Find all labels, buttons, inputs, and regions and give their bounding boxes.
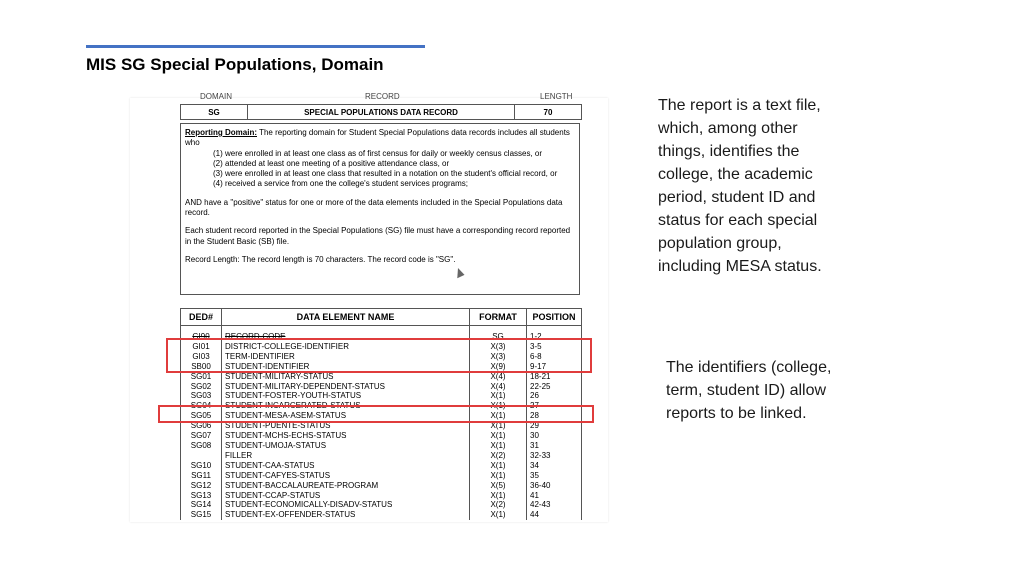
record-length-cell: 70 <box>515 105 582 120</box>
ded-cell: SG13 <box>181 491 222 501</box>
element-name-cell: STUDENT-CAFYES-STATUS <box>222 471 470 481</box>
col-header-ded: DED# <box>181 309 222 326</box>
table-row <box>181 372 582 382</box>
format-cell: X(1) <box>470 421 527 431</box>
table-row <box>181 441 582 451</box>
element-name-cell: STUDENT-ECONOMICALLY-DISADV-STATUS <box>222 500 470 510</box>
ded-cell: GI01 <box>181 342 222 352</box>
domain-item: (4) received a service from one the college's student services programs; <box>213 179 468 189</box>
position-cell: 36-40 <box>527 481 582 491</box>
reporting-domain-heading: Reporting Domain: <box>185 128 257 137</box>
element-name-cell: STUDENT-MESA-ASEM-STATUS <box>222 411 470 421</box>
format-cell: X(1) <box>470 441 527 451</box>
format-cell: X(1) <box>470 491 527 501</box>
ded-cell: SG08 <box>181 441 222 451</box>
domain-each-text: Each student record reported in the Special Populations (SG) file must have a corresponding record reported in the Student Basic (SB) file. <box>185 226 571 246</box>
table-row <box>181 391 582 401</box>
clipped-header-domain: DOMAIN <box>200 92 232 101</box>
table-row <box>181 491 582 501</box>
ded-cell: GI90 <box>181 332 222 342</box>
ded-cell: SG10 <box>181 461 222 471</box>
position-cell: 26 <box>527 391 582 401</box>
format-cell: X(4) <box>470 382 527 392</box>
ded-cell: SG03 <box>181 391 222 401</box>
format-cell: X(3) <box>470 342 527 352</box>
position-cell: 42-43 <box>527 500 582 510</box>
position-cell: 27 <box>527 401 582 411</box>
position-cell: 9-17 <box>527 362 582 372</box>
ded-cell: SG07 <box>181 431 222 441</box>
position-cell: 35 <box>527 471 582 481</box>
element-name-cell: STUDENT-IDENTIFIER <box>222 362 470 372</box>
clipped-header-record: RECORD <box>365 92 400 101</box>
ded-cell: SG06 <box>181 421 222 431</box>
position-cell: 41 <box>527 491 582 501</box>
ded-cell: SG15 <box>181 510 222 520</box>
element-name-cell: DISTRICT-COLLEGE-IDENTIFIER <box>222 342 470 352</box>
reporting-domain-intro: The reporting domain for Student Special Populations data records includes all students who <box>185 128 570 148</box>
position-cell: 29 <box>527 421 582 431</box>
table-row <box>181 481 582 491</box>
format-cell: SG <box>470 332 527 342</box>
record-length-text: Record Length: The record length is 70 characters. The record code is "SG". <box>185 254 456 264</box>
slide-title: MIS SG Special Populations, Domain <box>86 55 384 74</box>
position-cell: 32-33 <box>527 451 582 461</box>
position-cell: 34 <box>527 461 582 471</box>
format-cell: X(9) <box>470 362 527 372</box>
ded-cell: SG14 <box>181 500 222 510</box>
ded-cell: SG12 <box>181 481 222 491</box>
position-cell: 30 <box>527 431 582 441</box>
highlight-identifiers-box <box>166 338 592 373</box>
element-name-cell: STUDENT-MILITARY-DEPENDENT-STATUS <box>222 382 470 392</box>
format-cell: X(3) <box>470 352 527 362</box>
element-name-cell: STUDENT-FOSTER-YOUTH-STATUS <box>222 391 470 401</box>
table-row <box>181 471 582 481</box>
position-cell: 18-21 <box>527 372 582 382</box>
ded-cell: SG02 <box>181 382 222 392</box>
format-cell: X(1) <box>470 431 527 441</box>
format-cell: X(2) <box>470 451 527 461</box>
clipped-header-length: LENGTH <box>540 92 573 101</box>
domain-item: (3) were enrolled in at least one class that resulted in a notation on the student's official record, or <box>213 169 558 179</box>
ded-cell: SG04 <box>181 401 222 411</box>
table-row <box>181 382 582 392</box>
clipped-header-row <box>180 92 580 101</box>
format-cell: X(1) <box>470 391 527 401</box>
position-cell: 22-25 <box>527 382 582 392</box>
element-name-cell: STUDENT-BACCALAUREATE-PROGRAM <box>222 481 470 491</box>
domain-item: (1) were enrolled in at least one class as of first census for daily or weekly census classes, or <box>213 148 543 158</box>
element-name-cell: STUDENT-MCHS-ECHS-STATUS <box>222 431 470 441</box>
position-cell: 44 <box>527 510 582 520</box>
table-row <box>181 500 582 510</box>
note-identifiers: The identifiers (college, term, student ID) allow reports to be linked. <box>666 359 832 422</box>
ded-cell: SG05 <box>181 411 222 421</box>
element-name-cell: STUDENT-EX-OFFENDER-STATUS <box>222 510 470 520</box>
ded-cell: GI03 <box>181 352 222 362</box>
position-cell: 31 <box>527 441 582 451</box>
ded-cell: SG11 <box>181 471 222 481</box>
ded-cell <box>181 451 222 461</box>
highlight-mesa-box <box>158 405 594 423</box>
record-table <box>180 104 582 120</box>
element-name-cell: STUDENT-UMOJA-STATUS <box>222 441 470 451</box>
element-name-cell: STUDENT-INCARCERATED-STATUS <box>222 401 470 411</box>
element-name-cell: STUDENT-CCAP-STATUS <box>222 491 470 501</box>
position-cell: 3-5 <box>527 342 582 352</box>
col-header-format: FORMAT <box>470 309 527 326</box>
element-name-cell: RECORD-CODE <box>222 332 470 342</box>
reporting-domain-box <box>180 123 580 295</box>
col-header-name: DATA ELEMENT NAME <box>222 309 470 326</box>
format-cell: X(1) <box>470 510 527 520</box>
format-cell: X(2) <box>470 500 527 510</box>
record-domain-cell: SG <box>181 105 248 120</box>
element-name-cell: STUDENT-PUENTE-STATUS <box>222 421 470 431</box>
element-name-cell: FILLER <box>222 451 470 461</box>
document-screenshot <box>130 92 608 522</box>
element-name-cell: STUDENT-CAA-STATUS <box>222 461 470 471</box>
position-cell: 6-8 <box>527 352 582 362</box>
element-name-cell: TERM-IDENTIFIER <box>222 352 470 362</box>
title-accent-rule <box>86 45 425 48</box>
table-row <box>181 510 582 520</box>
record-name-cell: SPECIAL POPULATIONS DATA RECORD <box>248 105 515 120</box>
format-cell: X(4) <box>470 372 527 382</box>
domain-item: (2) attended at least one meeting of a positive attendance class, or <box>213 158 450 168</box>
element-name-cell: STUDENT-MILITARY-STATUS <box>222 372 470 382</box>
format-cell: X(1) <box>470 401 527 411</box>
table-row <box>181 461 582 471</box>
format-cell: X(1) <box>470 411 527 421</box>
table-row <box>181 431 582 441</box>
note-report-description: The report is a text file, which, among other things, identifies the college, the academic period, student ID and status for each special population group, including MESA status. <box>658 97 822 275</box>
col-header-position: POSITION <box>527 309 582 326</box>
domain-and-text: AND have a "positive" status for one or more of the data elements included in the Special Populations data record. <box>185 197 563 218</box>
table-row <box>181 451 582 461</box>
position-cell: 1-2 <box>527 332 582 342</box>
format-cell: X(1) <box>470 461 527 471</box>
format-cell: X(1) <box>470 471 527 481</box>
ded-cell: SB00 <box>181 362 222 372</box>
format-cell: X(5) <box>470 481 527 491</box>
ded-cell: SG01 <box>181 372 222 382</box>
position-cell: 28 <box>527 411 582 421</box>
